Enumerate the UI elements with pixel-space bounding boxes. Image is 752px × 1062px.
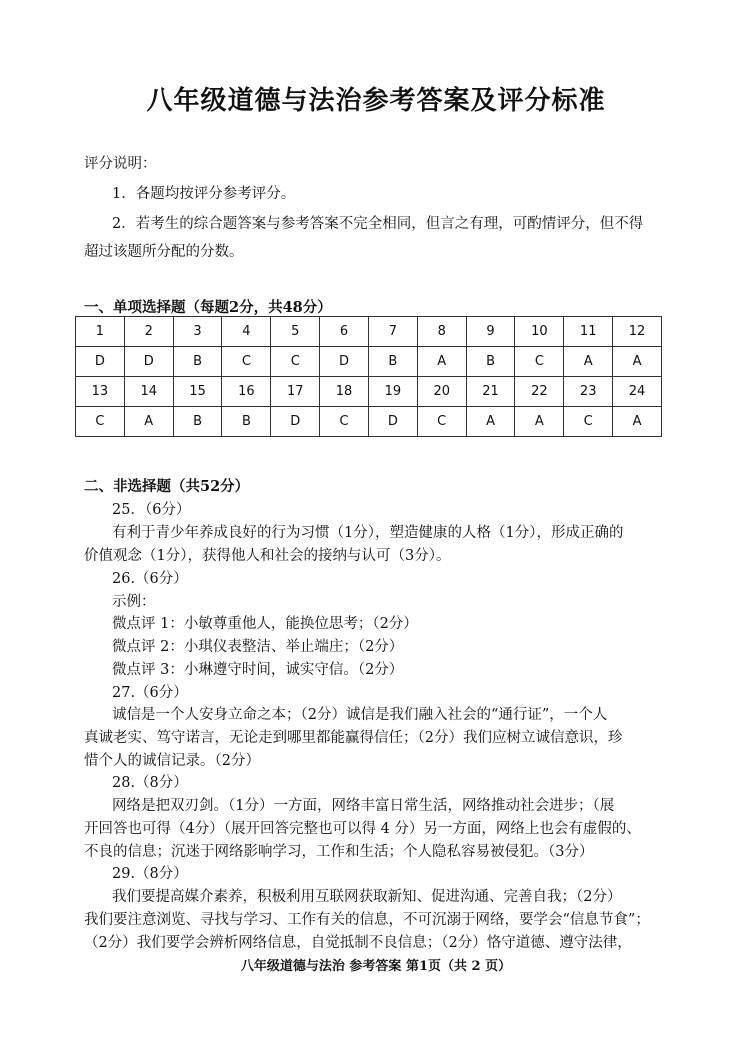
table-cell: 17 xyxy=(271,377,320,407)
table-cell: 20 xyxy=(417,377,466,407)
table-cell: 12 xyxy=(613,317,662,347)
table-cell: 11 xyxy=(564,317,613,347)
table-cell: C xyxy=(222,347,271,377)
table-cell: 9 xyxy=(466,317,515,347)
table-cell: A xyxy=(515,407,564,437)
table-cell: C xyxy=(564,407,613,437)
q28-line-2: 开回答也可得（4分）（展开回答完整也可以得 4 分）另一方面，网络上也会有虚假的、 xyxy=(84,821,641,837)
q29-line-1: 我们要提高媒介素养，积极利用互联网获取新知、促进沟通、完善自我；（2分） xyxy=(112,889,622,905)
q27-label: 27.（6分） xyxy=(112,685,188,701)
table-cell: B xyxy=(173,407,222,437)
q28-line-1: 网络是把双刃剑。（1分）一方面，网络丰富日常生活，网络推动社会进步；（展 xyxy=(112,798,615,814)
q28-label: 28.（8分） xyxy=(112,775,188,791)
q25-line-1: 有利于青少年养成良好的行为习惯（1分），塑造健康的人格（1分），形成正确的 xyxy=(112,525,624,541)
q26-line-2: 微点评 2：小琪仪表整洁、举止端庄；（2分） xyxy=(112,639,404,655)
table-row xyxy=(76,347,662,377)
table-cell: 2 xyxy=(124,317,173,347)
table-cell: B xyxy=(173,347,222,377)
q26-line-3: 微点评 3：小琳遵守时间，诚实守信。（2分） xyxy=(112,662,404,678)
answer-table xyxy=(75,316,662,437)
table-cell: A xyxy=(564,347,613,377)
notes-item-2-line-2: 超过该题所分配的分数。 xyxy=(84,244,244,260)
table-cell: 16 xyxy=(222,377,271,407)
table-cell: A xyxy=(466,407,515,437)
table-cell: A xyxy=(124,407,173,437)
q29-label: 29.（8分） xyxy=(112,866,188,882)
table-cell: C xyxy=(515,347,564,377)
section-1-heading: 一、单项选择题（每题2分，共48分） xyxy=(84,299,332,316)
table-row xyxy=(76,317,662,347)
q25-label: 25．（6分） xyxy=(112,502,191,518)
table-cell: 14 xyxy=(124,377,173,407)
table-cell: 4 xyxy=(222,317,271,347)
table-cell: D xyxy=(320,347,369,377)
q27-line-3: 惜个人的诚信记录。（2分） xyxy=(84,753,260,769)
table-cell: 15 xyxy=(173,377,222,407)
q27-line-2: 真诚老实、笃守诺言，无论走到哪里都能赢得信任；（2分）我们应树立诚信意识，珍 xyxy=(84,730,623,746)
table-cell: C xyxy=(271,347,320,377)
table-cell: B xyxy=(222,407,271,437)
page-title: 八年级道德与法治参考答案及评分标准 xyxy=(146,86,606,116)
notes-heading: 评分说明： xyxy=(84,156,157,172)
table-cell: 7 xyxy=(368,317,417,347)
q27-line-1: 诚信是一个人安身立命之本；（2分）诚信是我们融入社会的“通行证”，一个人 xyxy=(112,707,608,723)
table-cell: C xyxy=(320,407,369,437)
table-cell: 5 xyxy=(271,317,320,347)
table-cell: 21 xyxy=(466,377,515,407)
table-row xyxy=(76,377,662,407)
table-cell: B xyxy=(368,347,417,377)
table-cell: B xyxy=(466,347,515,377)
table-cell: A xyxy=(613,407,662,437)
table-cell: C xyxy=(76,407,125,437)
notes-item-2-line-1: 2．若考生的综合题答案与参考答案不完全相同，但言之有理，可酌情评分，但不得 xyxy=(112,216,644,232)
table-cell: 10 xyxy=(515,317,564,347)
table-cell: 3 xyxy=(173,317,222,347)
q26-label: 26.（6分） xyxy=(112,571,188,587)
table-cell: D xyxy=(124,347,173,377)
q26-example: 示例： xyxy=(112,594,156,610)
table-cell: 18 xyxy=(320,377,369,407)
q28-line-3: 不良的信息；沉迷于网络影响学习，工作和生活；个人隐私容易被侵犯。（3分） xyxy=(84,844,594,860)
table-cell: D xyxy=(271,407,320,437)
table-cell: C xyxy=(417,407,466,437)
table-cell: 22 xyxy=(515,377,564,407)
notes-item-1: 1．各题均按评分参考评分。 xyxy=(112,186,296,202)
table-cell: 8 xyxy=(417,317,466,347)
table-row xyxy=(76,407,662,437)
table-cell: 13 xyxy=(76,377,125,407)
table-cell: 1 xyxy=(76,317,125,347)
q29-line-2: 我们要注意浏览、寻找与学习、工作有关的信息，不可沉溺于网络，要学会“信息节食”； xyxy=(84,912,650,928)
table-cell: 23 xyxy=(564,377,613,407)
table-cell: A xyxy=(613,347,662,377)
table-cell: 24 xyxy=(613,377,662,407)
table-cell: D xyxy=(76,347,125,377)
page-footer: 八年级道德与法治 参考答案 第1页（共 2 页） xyxy=(240,959,512,974)
table-cell: 6 xyxy=(320,317,369,347)
table-cell: A xyxy=(417,347,466,377)
q25-line-2: 价值观念（1分），获得他人和社会的接纳与认可（3分）。 xyxy=(84,548,451,564)
section-2-heading: 二、非选择题（共52分） xyxy=(84,478,250,495)
q29-line-3: （2分）我们要学会辨析网络信息，自觉抵制不良信息；（2分）恪守道德、遵守法律， xyxy=(84,935,632,951)
table-cell: D xyxy=(368,407,417,437)
table-cell: 19 xyxy=(368,377,417,407)
q26-line-1: 微点评 1：小敏尊重他人，能换位思考；（2分） xyxy=(112,616,418,632)
